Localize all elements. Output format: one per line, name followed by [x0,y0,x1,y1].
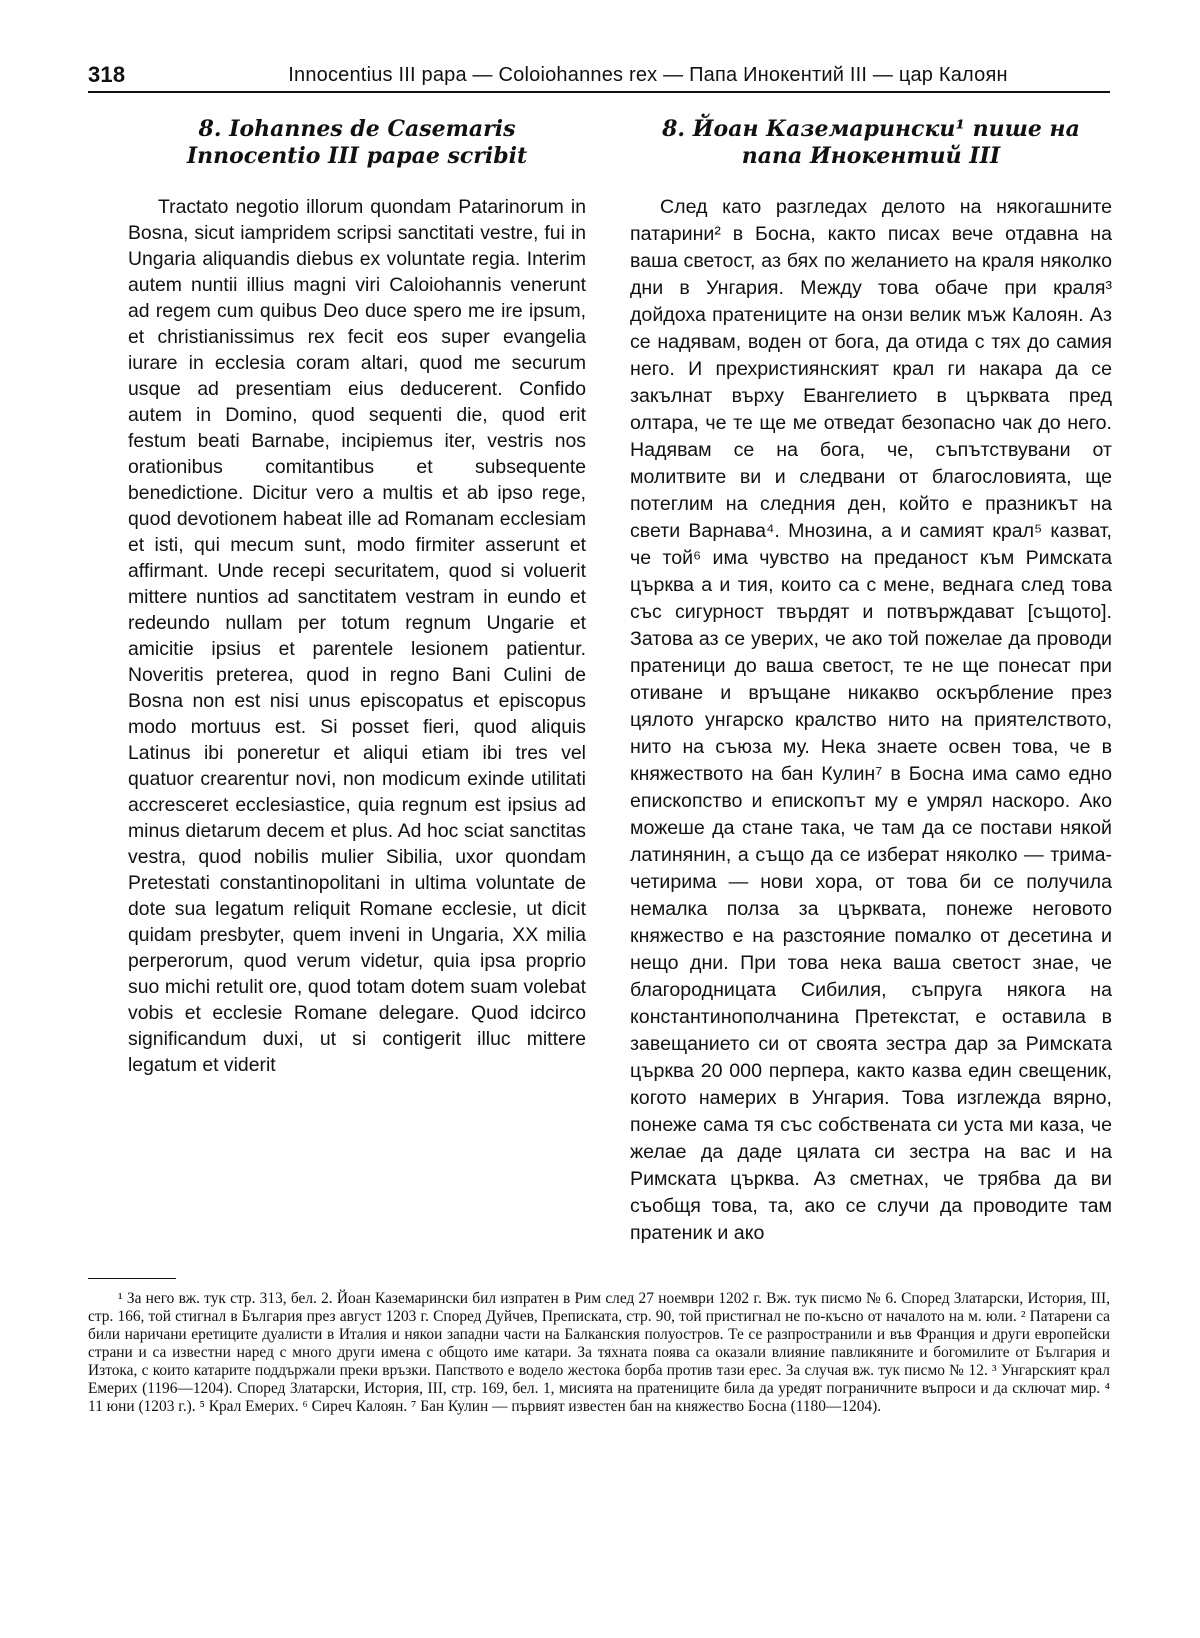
latin-letter-title: 8. Iohannes de Casemaris Innocentio III papae scribit [186,116,528,169]
latin-letter-text: Tractato negotio illorum quondam Patarinorum in Bosna, sicut iampridem scripsi sanctitati vestre, fui in Ungaria aliquandis diebus ex voluntate regia. Interim autem nuntii illius magni viri Caloiohannis venerunt ad regem cum quibus Deo duce spero me ire ipsum, et christianissimus rex fecit eos super evangelia iurare in ecclesia coram altari, quod me securum usque ad presentiam eius deducerent. Confido autem in Domino, quod sequenti die, quod erit festum beati Barnabe, incipiemus iter, vestris nos orationibus comitantibus et subsequente benedictione. Dicitur vero a multis et ab ipso rege, quod devotionem habeat ille ad Romanam ecclesiam et isti, qui mecum sunt, modo firmiter asserunt et affirmant. Unde recepi securitatem, quod si voluerit mittere nuntios ad sanctitatem vestram in eundo et redeundo nullam per totum regnum Ungarie et amicitie ipsius et parentele lesionem patientur. Noveritis preterea, quod in regno Bani Culini de Bosna non est nisi unus episcopatus et episcopus modo mortuus est. Si posset fieri, quod aliquis Latinus ibi poneretur et aliqui etiam ibi tres vel quatuor crearentur novi, non modicum exinde utilitati accresceret ecclesiastice, quia regnum est ipsius ad minus dietarum decem et plus. Ad hoc sciat sanctitas vestra, quod nobilis mulier Sibilia, uxor quondam Pretestati constantinopolitani in ultima voluntate de dote sua legatum reliquit Romane ecclesie, ut dicit quidam presbyter, quem inveni in Ungaria, XX milia perperorum, quod verum videtur, quia ipsa proprio suo michi retulit ore, quod totam dotem suam volebat vobis et ecclesie Romane delegare. Quod idcirco significandum duxi, ut si contigerit illuc mittere legatum et viderit [128,196,586,1076]
header-rule [88,91,1110,93]
footnotes [88,1290,1110,1416]
bulgarian-letter-title: 8. Йоан Каземарински¹ пише на папа Инокентий III [662,116,1080,169]
running-head: Innocentius III papa — Coloiohannes rex — Папа Инокентий III — цар Калоян [288,64,1008,86]
footnote-rule [88,1278,176,1279]
page-number: 318 [88,62,126,87]
page-header [88,56,1110,90]
latin-column [128,116,586,1078]
bulgarian-column [630,116,1112,1247]
bulgarian-letter-text: След като разгледах делото на някогашните патарини² в Босна, както писах вече отдавна на ваша светост, аз бях по желанието на краля няколко дни в Унгария. Между това обаче при краля³ дойдоха пратениците на онзи велик мъж Калоян. Аз се надявам, воден от бога, да отида с тях до самия него. И прехристиянският крал ги накара да се закълнат върху Евангелието в църквата пред олтара, че те ще ме отведат безопасно чак до него. Надявам се на бога, че, съпътствувани от молитвите ви и следвани от благословията, ще потеглим на следния ден, който е празникът на свети Варнава⁴. Мнозина, а и самият крал⁵ казват, че той⁶ има чувство на преданост към Римската църква а и тия, които са с мене, веднага след това със сигурност твърдят и потвърждават [същото]. Затова аз се уверих, че ако той пожелае да проводи пратеници до ваша светост, те не ще понесат при отиване и връщане никакво оскърбление през цялото унгарско кралство нито на приятелството, нито на съюза му. Нека знаете освен това, че в княжеството на бан Кулин⁷ в Босна има само едно епископство и епископът му е умрял наскоро. Ако можеше да стане така, че там да се постави някой латинянин, а също да се изберат няколко — трима-четирима — нови хора, от това би се получила немалка полза за църквата, понеже неговото княжество е на разстояние помалко от десетина и нещо дни. При това нека ваша светост знае, че благородницата Сибилия, съпруга някога на константинополчанина Претекстат, е оставила в завещанието си от своята зестра дар за Римската църква 20 000 перпера, както казва един свещеник, когото намерих в Унгария. Това изглежда вярно, понеже сама тя със собствената си уста ми каза, че желае да даде цялата си зестра на вас и на Римската църква. Аз сметнах, че трябва да ви съобщя това, та, ако се случи да проводите там пратеник и ако [630,196,1112,1244]
footnotes-text: ¹ За него вж. тук стр. 313, бел. 2. Йоан Каземарински бил изпратен в Рим след 27 ноември 1202 г. Вж. тук писмо № 6. Според Златарски, История, III, стр. 166, той стигнал в България през август 1203 г. Според Дуйчев, Преписката, стр. 90, той пристигнал не по-късно от началото на м. юли. ² Патарени са били наричани еретиците дуалисти в Италия и някои западни части на Балканския полуостров. Те се разпространили и във Франция и други европейски страни и са известни наред с много други имена с общото име катари. За тяхната поява са оказали влияние павликяните и богомилите от България и Изтока, с които катарите поддържали преки връзки. Папството е водело жестока борба против тази ерес. За случая вж. тук писмо № 12. ³ Унгарският крал Емерих (1196—1204). Според Златарски, История, III, стр. 169, бел. 1, мисията на пратениците била да уредят пограничните въпроси и да сключат мир. ⁴ 11 юни (1203 г.). ⁵ Крал Емерих. ⁶ Сиреч Калоян. ⁷ Бан Кулин — първият известен бан на княжество Босна (1180—1204). [88,1290,1110,1415]
